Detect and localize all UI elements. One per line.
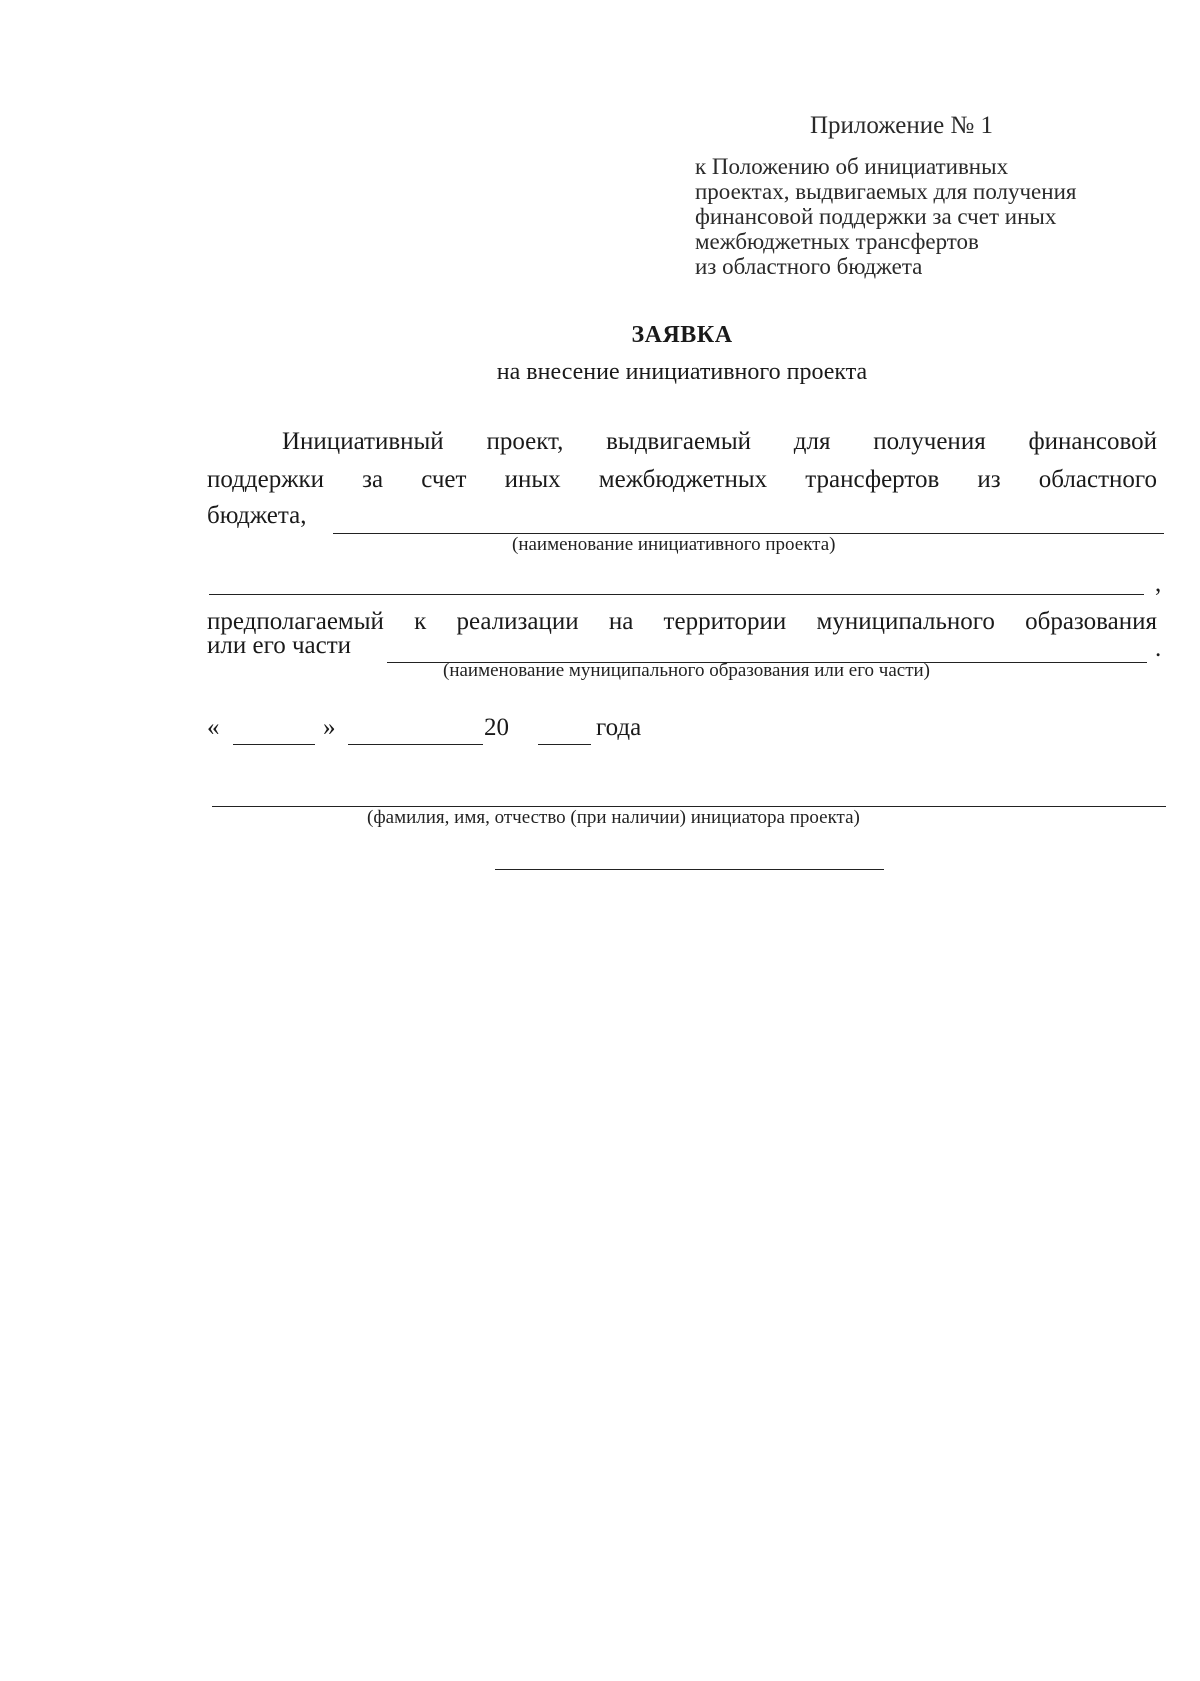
comma-mark: , <box>1155 570 1162 597</box>
date-suffix: года <box>596 714 642 741</box>
body-line-prefix: или его части <box>207 632 352 659</box>
body-line: Инициативный проект, выдвигаемый для получения финансовой <box>282 428 1157 455</box>
body-line: предполагаемый к реализации на территории муниципального образования <box>207 608 1157 635</box>
project-name-caption: (наименование инициативного проекта) <box>512 534 836 555</box>
appendix-line: проектах, выдвигаемых для получения <box>695 179 1077 204</box>
document-title: ЗАЯВКА <box>631 322 733 348</box>
appendix-line: финансовой поддержки за счет иных <box>695 204 1057 229</box>
initiator-name-caption: (фамилия, имя, отчество (при наличии) инициатора проекта) <box>367 807 860 828</box>
day-blank[interactable] <box>233 744 315 745</box>
project-name-blank-continued[interactable] <box>209 594 1144 595</box>
appendix-line: межбюджетных трансфертов <box>695 229 979 254</box>
appendix-title: Приложение № 1 <box>810 112 994 139</box>
body-line-prefix: бюджета, <box>207 502 307 529</box>
date-line <box>207 714 727 750</box>
date-close-quote: » <box>323 714 336 741</box>
date-century: 20 <box>484 714 509 741</box>
period-mark: . <box>1155 635 1162 662</box>
appendix-line: к Положению об инициативных <box>695 154 1009 179</box>
month-blank[interactable] <box>348 744 483 745</box>
signature-blank[interactable] <box>495 869 884 870</box>
appendix-line: из областного бюджета <box>695 254 923 279</box>
appendix-reference <box>695 154 1076 279</box>
date-open-quote: « <box>207 714 220 741</box>
document-subtitle: на внесение инициативного проекта <box>496 359 868 385</box>
year-blank[interactable] <box>538 744 591 745</box>
body-line: поддержки за счет иных межбюджетных трансфертов из областного <box>207 466 1157 493</box>
municipality-caption: (наименование муниципального образования или его части) <box>443 660 931 681</box>
